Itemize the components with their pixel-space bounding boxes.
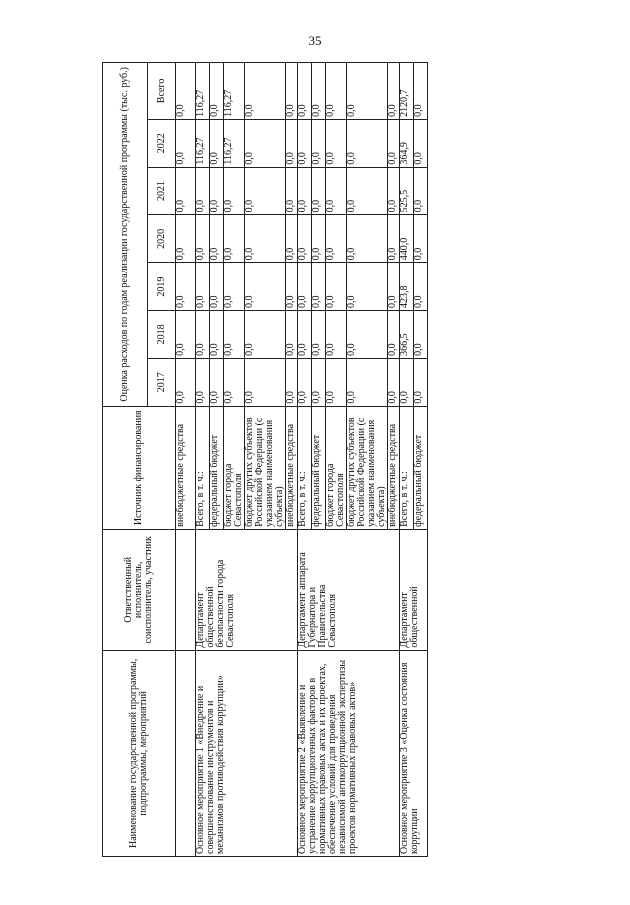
funding-source-cell: Всего, в т. ч.: bbox=[400, 406, 414, 529]
total-value-cell: 0,0 bbox=[347, 63, 388, 120]
header-year: 2020 bbox=[148, 215, 176, 263]
year-value-cell: 0,0 bbox=[196, 263, 210, 311]
year-value-cell: 0,0 bbox=[347, 358, 388, 406]
year-value-cell: 0,0 bbox=[298, 311, 312, 359]
table-body bbox=[176, 63, 428, 857]
year-value-cell: 0,0 bbox=[176, 119, 196, 167]
year-value-cell: 0,0 bbox=[196, 358, 210, 406]
page-number: 35 bbox=[308, 33, 322, 48]
year-value-cell: 0,0 bbox=[176, 263, 196, 311]
event-name-cell: Основное мероприятие 1 «Внедрение и совершенствование инструментов и механизмов противодействия коррупции» bbox=[196, 650, 298, 856]
year-value-cell: 366,5 bbox=[400, 311, 414, 359]
funding-source-cell: Всего, в т. ч.: bbox=[196, 406, 210, 529]
year-value-cell: 0,0 bbox=[245, 263, 286, 311]
year-value-cell: 0,0 bbox=[326, 311, 347, 359]
year-value-cell: 0,0 bbox=[312, 119, 326, 167]
year-value-cell: 0,0 bbox=[286, 215, 298, 263]
rotated-table-frame bbox=[102, 62, 569, 857]
year-value-cell: 0,0 bbox=[210, 263, 224, 311]
year-value-cell: 0,0 bbox=[414, 311, 428, 359]
year-value-cell: 0,0 bbox=[298, 263, 312, 311]
header-responsible: Ответственный исполнитель, соисполнитель, участник bbox=[103, 529, 176, 650]
year-value-cell: 0,0 bbox=[347, 263, 388, 311]
year-value-cell: 0,0 bbox=[245, 358, 286, 406]
year-value-cell: 0,0 bbox=[210, 358, 224, 406]
header-expense-estimate: Оценка расходов по годам реализации государственной программы (тыс. руб.) bbox=[103, 63, 148, 407]
year-value-cell: 0,0 bbox=[176, 215, 196, 263]
year-value-cell: 440,0 bbox=[400, 215, 414, 263]
funding-source-cell: бюджет города Севастополя bbox=[224, 406, 245, 529]
header-year: 2019 bbox=[148, 263, 176, 311]
year-value-cell: 0,0 bbox=[400, 358, 414, 406]
funding-source-cell: бюджет других субъектов Российской Федерации (с указанием наименования субъекта) bbox=[245, 406, 286, 529]
funding-source-cell: Всего, в т. ч.: bbox=[298, 406, 312, 529]
year-value-cell: 0,0 bbox=[347, 311, 388, 359]
year-value-cell: 0,0 bbox=[196, 167, 210, 215]
year-value-cell: 0,0 bbox=[312, 358, 326, 406]
funding-source-cell: бюджет других субъектов Российской Федерации (с указанием наименования субъекта) bbox=[347, 406, 388, 529]
year-value-cell: 0,0 bbox=[224, 311, 245, 359]
year-value-cell: 0,0 bbox=[312, 311, 326, 359]
total-value-cell: 0,0 bbox=[298, 63, 312, 120]
funding-source-cell: внебюджетные средства bbox=[388, 406, 400, 529]
year-value-cell: 0,0 bbox=[414, 167, 428, 215]
table-row bbox=[400, 63, 414, 857]
responsible-cell bbox=[176, 529, 196, 650]
header-year: 2018 bbox=[148, 311, 176, 359]
year-value-cell: 0,0 bbox=[388, 167, 400, 215]
year-value-cell: 0,0 bbox=[210, 215, 224, 263]
year-value-cell: 0,0 bbox=[347, 167, 388, 215]
funding-source-cell: федеральный бюджет bbox=[414, 406, 428, 529]
header-program-name: Наименование государственной программы, подпрограммы, мероприятий bbox=[103, 650, 176, 856]
year-value-cell: 0,0 bbox=[286, 358, 298, 406]
year-value-cell: 423,8 bbox=[400, 263, 414, 311]
year-value-cell: 0,0 bbox=[298, 167, 312, 215]
header-funding-source: Источник финансирования bbox=[103, 406, 176, 529]
funding-source-cell: внебюджетные средства bbox=[286, 406, 298, 529]
year-value-cell: 0,0 bbox=[414, 215, 428, 263]
total-value-cell: 116,27 bbox=[196, 63, 210, 120]
year-value-cell: 116,27 bbox=[224, 119, 245, 167]
event-name-cell: Основное мероприятие 2 «Выявление и устранение коррупциогенных факторов в нормативных правовых актах и их проектах, обеспечение условий для проведения независимой антикоррупционной экспертизы проектов нормативных правовых актов» bbox=[298, 650, 400, 856]
year-value-cell: 0,0 bbox=[326, 167, 347, 215]
total-value-cell: 0,0 bbox=[312, 63, 326, 120]
year-value-cell: 0,0 bbox=[196, 215, 210, 263]
funding-source-cell: бюджет города Севастополя bbox=[326, 406, 347, 529]
total-value-cell: 0,0 bbox=[286, 63, 298, 120]
year-value-cell: 0,0 bbox=[326, 119, 347, 167]
year-value-cell: 0,0 bbox=[286, 119, 298, 167]
funding-source-cell: федеральный бюджет bbox=[210, 406, 224, 529]
event-name-cell: Основное мероприятие 3 «Оценка состояния коррупции bbox=[400, 650, 428, 856]
header-year: 2021 bbox=[148, 167, 176, 215]
year-value-cell: 0,0 bbox=[414, 358, 428, 406]
year-value-cell: 0,0 bbox=[312, 215, 326, 263]
year-value-cell: 0,0 bbox=[210, 311, 224, 359]
year-value-cell: 0,0 bbox=[286, 167, 298, 215]
year-value-cell: 0,0 bbox=[210, 119, 224, 167]
total-value-cell: 0,0 bbox=[414, 63, 428, 120]
year-value-cell: 0,0 bbox=[326, 358, 347, 406]
year-value-cell: 0,0 bbox=[347, 215, 388, 263]
responsible-cell: Департамент аппарата Губернатора и Правительства Севастополя bbox=[298, 529, 400, 650]
total-value-cell: 0,0 bbox=[210, 63, 224, 120]
year-value-cell: 0,0 bbox=[388, 263, 400, 311]
event-name-cell bbox=[176, 650, 196, 856]
year-value-cell: 0,0 bbox=[388, 358, 400, 406]
year-value-cell: 525,5 bbox=[400, 167, 414, 215]
year-value-cell: 0,0 bbox=[326, 263, 347, 311]
year-value-cell: 0,0 bbox=[224, 167, 245, 215]
year-value-cell: 0,0 bbox=[298, 119, 312, 167]
year-value-cell: 0,0 bbox=[245, 119, 286, 167]
year-value-cell: 0,0 bbox=[176, 167, 196, 215]
year-value-cell: 0,0 bbox=[388, 311, 400, 359]
year-value-cell: 0,0 bbox=[347, 119, 388, 167]
total-value-cell: 0,0 bbox=[245, 63, 286, 120]
year-value-cell: 0,0 bbox=[176, 358, 196, 406]
total-value-cell: 2120,7 bbox=[400, 63, 414, 120]
total-value-cell: 0,0 bbox=[326, 63, 347, 120]
year-value-cell: 0,0 bbox=[224, 215, 245, 263]
year-value-cell: 0,0 bbox=[312, 263, 326, 311]
year-value-cell: 0,0 bbox=[388, 215, 400, 263]
year-value-cell: 0,0 bbox=[312, 167, 326, 215]
year-value-cell: 0,0 bbox=[196, 311, 210, 359]
expenditure-table bbox=[102, 62, 428, 857]
year-value-cell: 0,0 bbox=[388, 119, 400, 167]
year-value-cell: 0,0 bbox=[224, 263, 245, 311]
funding-source-cell: внебюджетные средства bbox=[176, 406, 196, 529]
responsible-cell: Департамент общественной bbox=[400, 529, 428, 650]
header-year: 2022 bbox=[148, 119, 176, 167]
year-value-cell: 0,0 bbox=[210, 167, 224, 215]
table-row bbox=[196, 63, 210, 857]
year-value-cell: 0,0 bbox=[414, 119, 428, 167]
year-value-cell: 0,0 bbox=[298, 358, 312, 406]
year-value-cell: 0,0 bbox=[224, 358, 245, 406]
total-value-cell: 116,27 bbox=[224, 63, 245, 120]
year-value-cell: 0,0 bbox=[414, 263, 428, 311]
total-value-cell: 0,0 bbox=[176, 63, 196, 120]
funding-source-cell: федеральный бюджет bbox=[312, 406, 326, 529]
year-value-cell: 0,0 bbox=[286, 311, 298, 359]
table-row bbox=[176, 63, 196, 857]
year-value-cell: 0,0 bbox=[298, 215, 312, 263]
year-value-cell: 0,0 bbox=[245, 215, 286, 263]
year-value-cell: 116,27 bbox=[196, 119, 210, 167]
table-row bbox=[298, 63, 312, 857]
year-value-cell: 0,0 bbox=[326, 215, 347, 263]
year-value-cell: 0,0 bbox=[245, 311, 286, 359]
header-year: 2017 bbox=[148, 358, 176, 406]
year-value-cell: 0,0 bbox=[286, 263, 298, 311]
total-value-cell: 0,0 bbox=[388, 63, 400, 120]
responsible-cell: Департамент общественной безопасности города Севастополя bbox=[196, 529, 298, 650]
year-value-cell: 0,0 bbox=[176, 311, 196, 359]
year-value-cell: 364,9 bbox=[400, 119, 414, 167]
year-value-cell: 0,0 bbox=[245, 167, 286, 215]
header-total: Всего bbox=[148, 63, 176, 120]
